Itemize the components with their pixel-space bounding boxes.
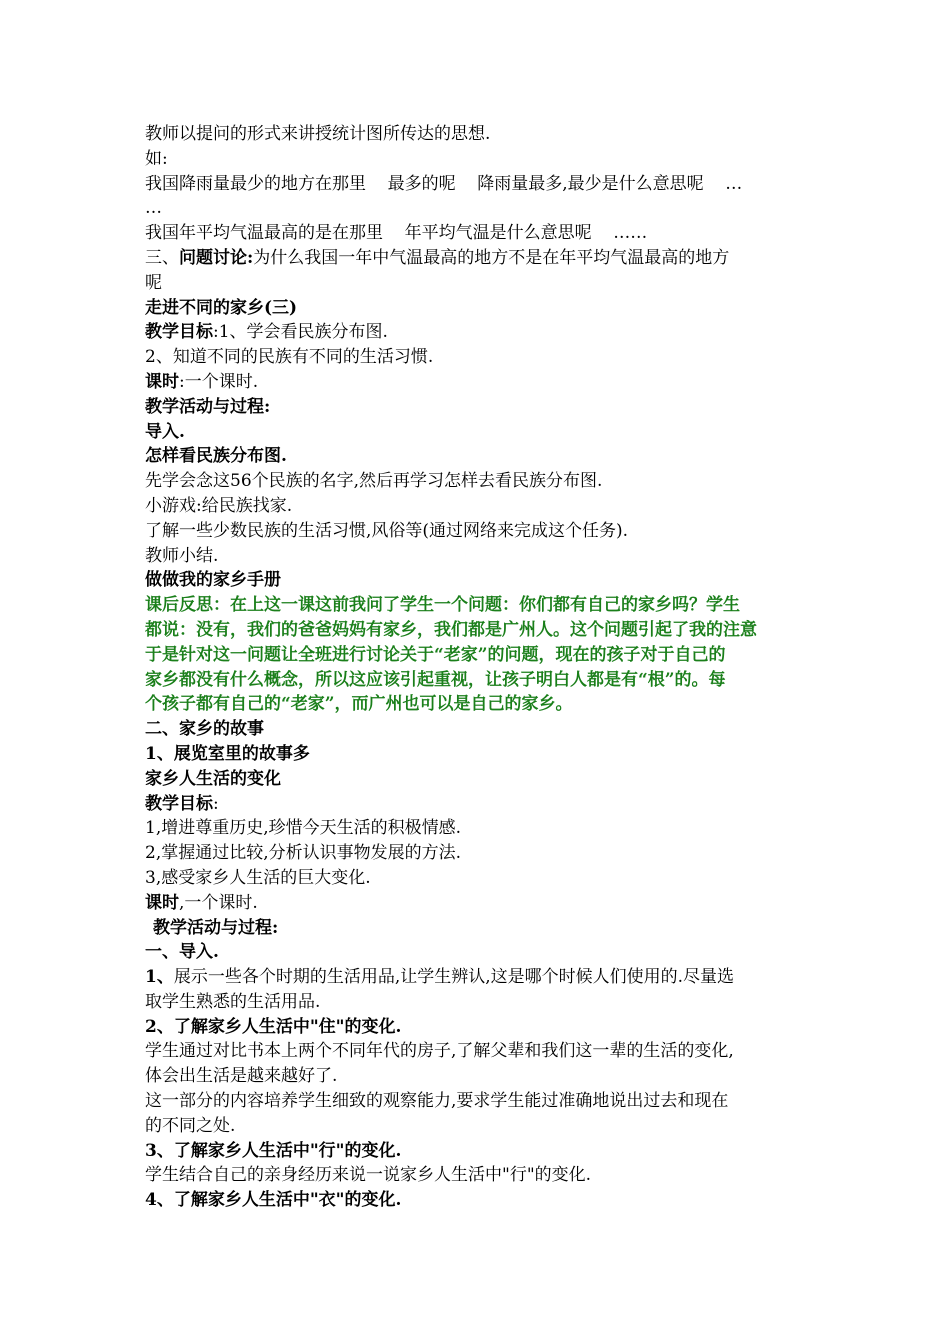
document-line: 小游戏:给民族找家.: [145, 495, 293, 516]
document-line: 4、了解家乡人生活中"衣"的变化.: [145, 1190, 402, 1211]
document-line: 学生通过对比书本上两个不同年代的房子,了解父辈和我们这一辈的生活的变化,: [145, 1041, 734, 1062]
document-line: 2,掌握通过比较,分析认识事物发展的方法.: [145, 843, 462, 864]
line-rest: 为什么我国一年中气温最高的地方不是在年平均气温最高的地方: [253, 247, 730, 268]
document-line: [145, 965, 825, 990]
document-line: 教学活动与过程:: [153, 917, 279, 938]
line-bold-label: 课时: [145, 371, 179, 392]
document-line: 1、展览室里的故事多: [145, 743, 310, 764]
document-line: 呢: [145, 272, 162, 293]
document-line: …: [145, 198, 162, 219]
document-line: 课后反思：在上这一课这前我问了学生一个问题：你们都有自己的家乡吗？学生: [145, 595, 740, 616]
document-line: 2、了解家乡人生活中"住"的变化.: [145, 1016, 402, 1037]
document-line: 个孩子都有自己的“老家”，而广州也可以是自己的家乡。: [145, 694, 573, 715]
document-line: 2、知道不同的民族有不同的生活习惯.: [145, 347, 434, 368]
document-line: 怎样看民族分布图.: [145, 446, 287, 467]
document-line: 都说：没有，我们的爸爸妈妈有家乡，我们都是广州人。这个问题引起了我的注意: [145, 619, 757, 640]
line-rest: 展示一些各个时期的生活用品,让学生辨认,这是哪个时候人们使用的.尽量选: [173, 967, 735, 988]
document-line: [145, 246, 825, 271]
document-line: 学生结合自己的亲身经历来说一说家乡人生活中"行"的变化.: [145, 1165, 592, 1186]
document-line: 家乡人生活的变化: [145, 768, 281, 789]
line-rest: :: [213, 793, 219, 814]
line-bold-label: 问题讨论:: [179, 247, 254, 268]
document-line: 于是针对这一问题让全班进行讨论关于“老家”的问题，现在的孩子对于自己的: [145, 644, 726, 665]
line-bold-label: 1、: [145, 967, 174, 988]
line-bold-label: 教学目标: [145, 322, 213, 343]
document-line: 先学会念这56个民族的名字,然后再学习怎样去看民族分布图.: [145, 471, 603, 492]
document-line: [145, 891, 825, 916]
document-line: [145, 320, 825, 345]
document-line: [145, 370, 825, 395]
document-line: 一、导入.: [145, 942, 219, 963]
document-line: 做做我的家乡手册: [145, 570, 281, 591]
document-line: 教师小结.: [145, 545, 219, 566]
document-line: 体会出生活是越来越好了.: [145, 1066, 338, 1087]
line-rest: :一个课时.: [179, 371, 259, 392]
line-bold-label: 教学目标: [145, 793, 213, 814]
document-line: 3,感受家乡人生活的巨大变化.: [145, 867, 371, 888]
document-line: 取学生熟悉的生活用品.: [145, 991, 321, 1012]
document-line: 我国降雨量最少的地方在那里 最多的呢 降雨量最多,最少是什么意思呢 …: [145, 173, 743, 194]
document-line: 二、家乡的故事: [145, 719, 264, 740]
document-line: 了解一些少数民族的生活习惯,风俗等(通过网络来完成这个任务).: [145, 520, 629, 541]
document-line: 3、了解家乡人生活中"行"的变化.: [145, 1140, 402, 1161]
document-line: 我国年平均气温最高的是在那里 年平均气温是什么意思呢 ……: [145, 223, 648, 244]
document-line: 走进不同的家乡(三): [145, 297, 298, 318]
line-bold-label: 课时: [145, 892, 179, 913]
document-line: 导入.: [145, 421, 185, 442]
line-rest: ,一个课时.: [179, 892, 258, 913]
line-prefix: 三、: [145, 247, 179, 268]
document-line: 1,增进尊重历史,珍惜今天生活的积极情感.: [145, 818, 462, 839]
document-body: [145, 122, 825, 1213]
document-line: 教学活动与过程:: [145, 396, 271, 417]
line-rest: :1、学会看民族分布图.: [213, 322, 388, 343]
document-line: 如:: [145, 148, 168, 169]
document-line: 教师以提问的形式来讲授统计图所传达的思想.: [145, 124, 491, 144]
document-line: 这一部分的内容培养学生细致的观察能力,要求学生能过准确地说出过去和现在: [145, 1091, 729, 1112]
document-line: 家乡都没有什么概念，所以这应该引起重视，让孩子明白人都是有“根”的。每: [145, 669, 726, 690]
document-line: [145, 792, 825, 817]
document-line: 的不同之处.: [145, 1115, 236, 1136]
